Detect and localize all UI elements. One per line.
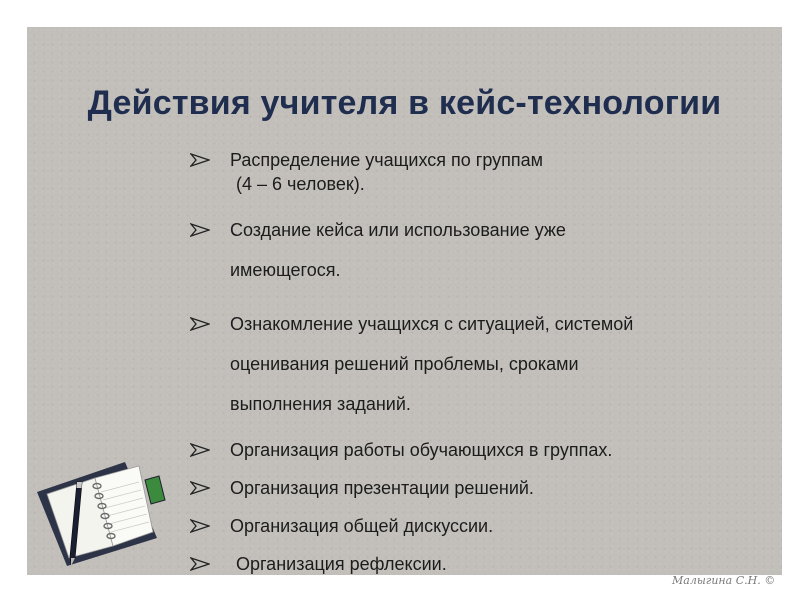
arrowhead-bullet-icon: [190, 304, 212, 344]
arrowhead-bullet-icon: [190, 438, 212, 462]
list-item: [190, 438, 633, 462]
list-item: [190, 210, 633, 290]
list-item-line: Распределение учащихся по группам: [230, 150, 544, 170]
list-item-line: Организация презентации решений.: [230, 478, 534, 498]
slide-title: Действия учителя в кейс-технологии: [87, 84, 722, 122]
arrowhead-bullet-icon: [190, 552, 212, 576]
notebook-with-pen-icon: [33, 440, 173, 570]
list-item-line: (4 – 6 человек).: [236, 174, 365, 194]
list-item: [190, 476, 633, 500]
list-item-line: Создание кейса или использование уже: [230, 220, 566, 240]
list-item-line: выполнения заданий.: [230, 394, 411, 414]
list-item-line: имеющегося.: [230, 260, 341, 280]
bullet-list: [190, 148, 633, 590]
arrowhead-bullet-icon: [190, 514, 212, 538]
list-item: [190, 514, 633, 538]
list-item-line: Организация общей дискуссии.: [230, 516, 494, 536]
list-item: [190, 148, 633, 196]
arrowhead-bullet-icon: [190, 210, 212, 250]
list-item-line: Организация работы обучающихся в группах.: [230, 440, 613, 460]
arrowhead-bullet-icon: [190, 148, 212, 172]
author-signature: Малыгина С.Н. ©: [672, 574, 776, 587]
list-item: [190, 552, 633, 576]
list-item-line: Организация рефлексии.: [236, 554, 447, 574]
list-item-line: оценивания решений проблемы, сроками: [230, 354, 579, 374]
arrowhead-bullet-icon: [190, 476, 212, 500]
list-item: [190, 304, 633, 424]
list-item-line: Ознакомление учащихся с ситуацией, системой: [230, 314, 634, 334]
